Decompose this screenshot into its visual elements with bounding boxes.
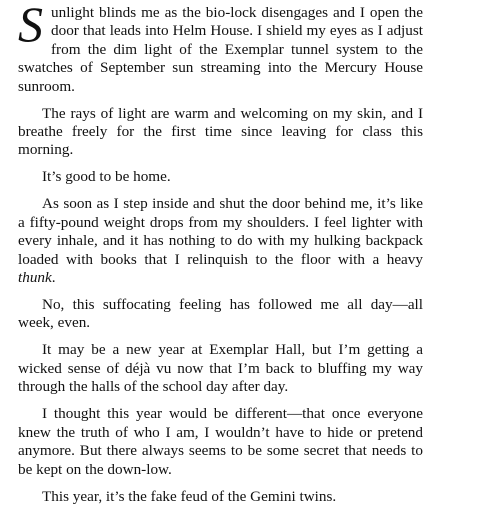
paragraph-4	[18, 195, 423, 287]
paragraph-6: It may be a new year at Exemplar Hall, but I’m getting a wicked sense of déjà vu now that I’m back to bluffing my way through the halls of the school day after day.	[18, 341, 423, 396]
paragraph-1-text: unlight blinds me as the bio-lock disengages and I open the door that leads into Helm House. I shield my eyes as I adjust from the dim light of the Exemplar tunnel system to the swatches of September sun streaming into the Mercury House sunroom.	[18, 4, 423, 95]
paragraph-8: This year, it’s the fake feud of the Gemini twins.	[42, 487, 337, 505]
paragraph-2: The rays of light are warm and welcoming on my skin, and I breathe freely for the first time since leaving for class this morning.	[18, 104, 423, 159]
document-page	[18, 0, 423, 515]
paragraph-3: It’s good to be home.	[42, 168, 171, 186]
drop-cap: S	[18, 0, 43, 52]
paragraph-1	[18, 0, 423, 96]
paragraph-4-text-before: As soon as I step inside and shut the door behind me, it’s like a fifty-pound weight drops from my shoulders. I feel lighter with every inhale, and it has nothing to do with my hulking backpack loaded with books that I relinquish to the floor with a heavy	[18, 195, 423, 268]
paragraph-4-emphasis: thunk	[18, 269, 52, 287]
paragraph-5: No, this suffocating feeling has followed me all day—all week, even.	[18, 296, 423, 332]
paragraph-7: I thought this year would be different—that once everyone knew the truth of who I am, I wouldn’t have to hide or pretend anymore. But there always seems to be some secret that needs to be kept on the down-low.	[18, 405, 423, 478]
paragraph-4-text-after: .	[51, 269, 56, 287]
